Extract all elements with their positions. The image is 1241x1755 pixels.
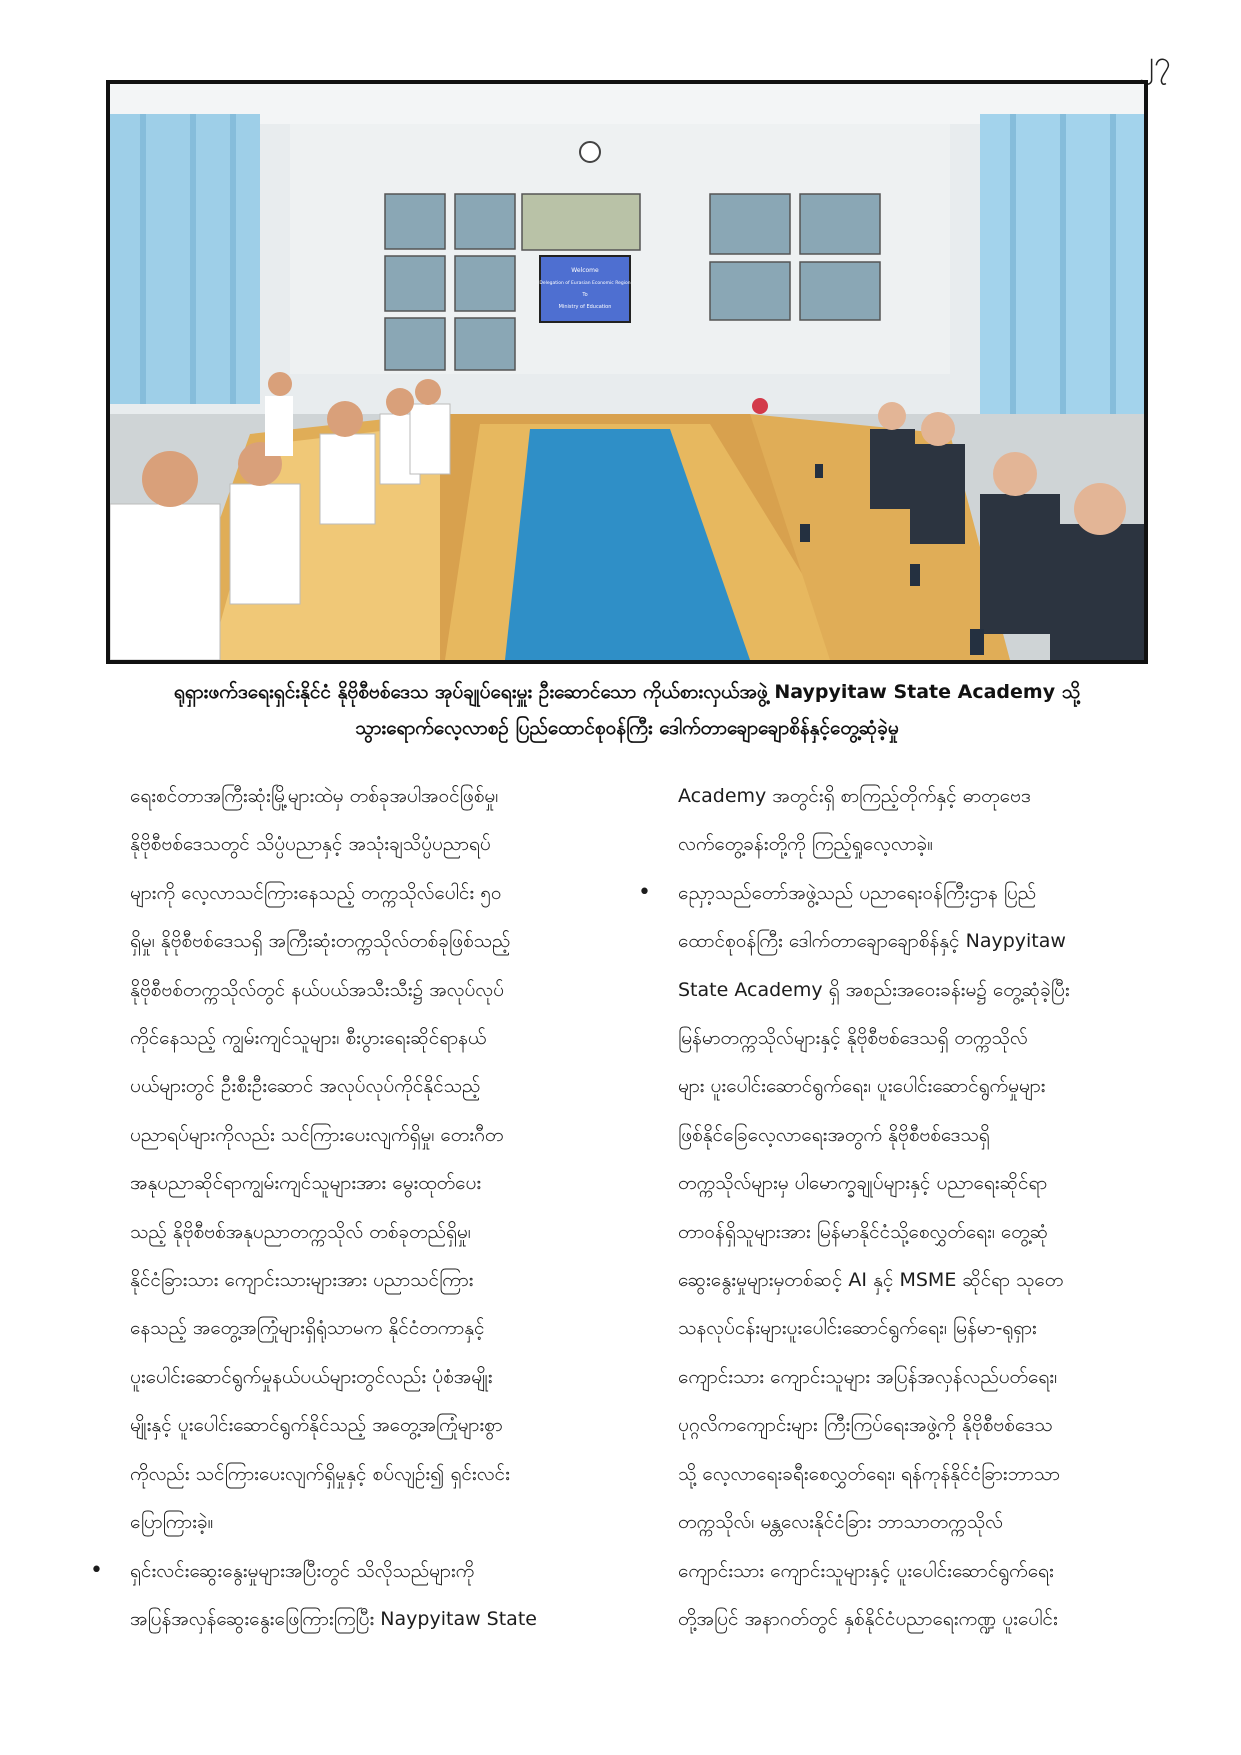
- text-line: Academy အတွင်းရှိ စာကြည့်တိုက်နှင့် ဓာတုဗေဒ: [678, 785, 1031, 807]
- left-column: [90, 772, 608, 1643]
- text-line: သနလုပ်ငန်းများပူးပေါင်းဆောင်ရွက်ရေး၊ မြန်မာ-ရုရှား: [678, 1317, 1037, 1340]
- text-line: သို့ လေ့လာရေးခရီးစေလွှတ်ရေး၊ ရန်ကုန်နိုင်ငံခြားဘာသာ: [678, 1462, 1060, 1485]
- screen-text-3: To: [582, 292, 588, 298]
- meeting-photo: [106, 80, 1148, 664]
- text-line: ဖြစ်နိုင်ခြေလေ့လာရေးအတွက် နိုဗိုစီဗစ်ဒေသရှိ: [678, 1123, 990, 1146]
- left-paragraph-1: [130, 772, 608, 1547]
- text-line: State Academy ရှိ အစည်းအဝေးခန်းမ၌ တွေ့ဆုံခဲ့ပြီး: [678, 978, 1070, 1001]
- text-line: ကိုလည်း သင်ကြားပေးလျက်ရှိမှုနှင့် စပ်လျဉ်း၍ ရှင်းလင်း: [130, 1462, 510, 1485]
- text-line: အနုပညာဆိုင်ရာကျွမ်းကျင်သူများအား မွေးထုတ်ပေး: [130, 1172, 482, 1195]
- text-line: များကို လေ့လာသင်ကြားနေသည့် တက္ကသိုလ်ပေါင်း ၅၀: [130, 881, 502, 904]
- bullet-marker: •: [638, 879, 651, 905]
- text-line: ကျောင်းသား ကျောင်းသူများ အပြန်အလှန်လည်ပတ်ရေး၊: [678, 1365, 1058, 1388]
- text-line: နိုဗိုစီဗစ်တက္ကသိုလ်တွင် နယ်ပယ်အသီးသီး၌ အလုပ်လုပ်: [130, 978, 504, 1001]
- meeting-room-illustration: [110, 84, 1144, 660]
- bullet-marker: •: [90, 1557, 103, 1583]
- text-line: ကိုင်နေသည့် ကျွမ်းကျင်သူများ၊ စီးပွားရေးဆိုင်ရာနယ်: [130, 1027, 487, 1050]
- screen-text-4: Ministry of Education: [558, 304, 612, 310]
- text-line: ပညာရပ်များကိုလည်း သင်ကြားပေးလျက်ရှိမှု၊ တေးဂီတ: [130, 1123, 504, 1146]
- text-line: ကျောင်းသား ကျောင်းသူများနှင့် ပူးပေါင်းဆောင်ရွက်ရေး: [678, 1559, 1054, 1582]
- text-line: နိုဗိုစီဗစ်ဒေသတွင် သိပ္ပံပညာနှင့် အသုံးချသိပ္ပံပညာရပ်: [130, 833, 491, 856]
- text-line: သည့် နိုဗိုစီဗစ်အနုပညာတက္ကသိုလ် တစ်ခုတည်ရှိမှု၊: [130, 1220, 471, 1243]
- right-paragraph-1: [678, 772, 1148, 869]
- caption-line-1: ရုရှားဖက်ဒရေးရှင်းနိုင်ငံ နိုဗိုစီဗစ်ဒေသ အုပ်ချုပ်ရေးမှူး ဦးဆောင်သော ကိုယ်စားလှယ်အဖွဲ့ Naypyitaw State Academy သို့: [173, 681, 1081, 703]
- text-line: မျိုးနှင့် ပူးပေါင်းဆောင်ရွက်နိုင်သည့် အတွေ့အကြုံများစွာ: [130, 1414, 503, 1437]
- right-column: [638, 772, 1148, 1643]
- right-bullet-item: [638, 869, 1148, 1644]
- text-line: များ ပူးပေါင်းဆောင်ရွက်ရေး၊ ပူးပေါင်းဆောင်ရွက်မှုများ: [678, 1075, 1046, 1098]
- screen-text-1: Welcome: [571, 267, 599, 274]
- text-line: တက္ကသိုလ်၊ မန္တလေးနိုင်ငံခြား ဘာသာတက္ကသိုလ်: [678, 1511, 1003, 1534]
- text-line: နိုင်ငံခြားသား ကျောင်းသားများအား ပညာသင်ကြား: [130, 1269, 474, 1292]
- page-number: ၂၇: [1139, 45, 1171, 80]
- left-paragraph-2: [130, 1547, 608, 1644]
- text-line: တို့အပြင် အနာဂတ်တွင် နှစ်နိုင်ငံပညာရေးကဏ္ဍ ပူးပေါင်း: [678, 1607, 1058, 1630]
- text-line: ပုဂ္ဂလိကကျောင်းများ ကြီးကြပ်ရေးအဖွဲ့ကို နိုဗိုစီဗစ်ဒေသ: [678, 1414, 1053, 1437]
- photo-caption: [106, 674, 1148, 746]
- text-line: ထောင်စုဝန်ကြီး ဒေါက်တာချောချောစိန်နှင့် Naypyitaw: [678, 930, 1066, 953]
- text-line: တာဝန်ရှိသူများအား မြန်မာနိုင်ငံသို့စေလွှတ်ရေး၊ တွေ့ဆုံ: [678, 1220, 1049, 1243]
- caption-line-2: သွားရောက်လေ့လာစဉ် ပြည်ထောင်စုဝန်ကြီး ဒေါက်တာချောချောစိန်နှင့်တွေ့ဆုံခဲ့မှု: [355, 717, 899, 739]
- text-line: ဆွေးနွေးမှုများမှတစ်ဆင့် AI နှင့် MSME ဆိုင်ရာ သုတေ: [678, 1269, 1064, 1292]
- text-line: ရေးစင်တာအကြီးဆုံးမြို့များထဲမှ တစ်ခုအပါအဝင်ဖြစ်မှု၊: [130, 785, 499, 807]
- screen-text-2: Delegation of Eurasian Economic Region: [539, 281, 631, 286]
- text-line: ရှင်းလင်းဆွေးနွေးမှုများအပြီးတွင် သိလိုသည်များကို: [130, 1559, 475, 1582]
- text-line: နေသည့် အတွေ့အကြုံများရှိရုံသာမက နိုင်ငံတကာနှင့်: [130, 1317, 485, 1340]
- text-line: ပြောကြားခဲ့။: [130, 1511, 214, 1534]
- text-line: ပူးပေါင်းဆောင်ရွက်မှုနယ်ပယ်များတွင်လည်း ပုံစံအမျိုး: [130, 1365, 493, 1388]
- text-line: ရှိမှု၊ နိုဗိုစီဗစ်ဒေသရှိ အကြီးဆုံးတက္ကသိုလ်တစ်ခုဖြစ်သည့်: [130, 930, 511, 953]
- text-line: လက်တွေ့ခန်းတို့ကို ကြည့်ရှုလေ့လာခဲ့။: [678, 833, 933, 856]
- text-line: တက္ကသိုလ်များမှ ပါမောက္ခချုပ်များနှင့် ပညာရေးဆိုင်ရာ: [678, 1172, 1048, 1195]
- left-bullet-item: [90, 1547, 608, 1644]
- text-line: ညှော့သည်တော်အဖွဲ့သည် ပညာရေးဝန်ကြီးဌာန ပြည်: [678, 881, 1037, 904]
- right-paragraph-2: [678, 869, 1148, 1644]
- text-line: ပယ်များတွင် ဦးစီးဦးဆောင် အလုပ်လုပ်ကိုင်နိုင်သည့်: [130, 1075, 481, 1098]
- text-line: အပြန်အလှန်ဆွေးနွေးဖြေကြားကြပြီး Naypyitaw State: [130, 1607, 537, 1630]
- text-line: မြန်မာတက္ကသိုလ်များနှင့် နိုဗိုစီဗစ်ဒေသရှိ တက္ကသိုလ်: [678, 1027, 1028, 1050]
